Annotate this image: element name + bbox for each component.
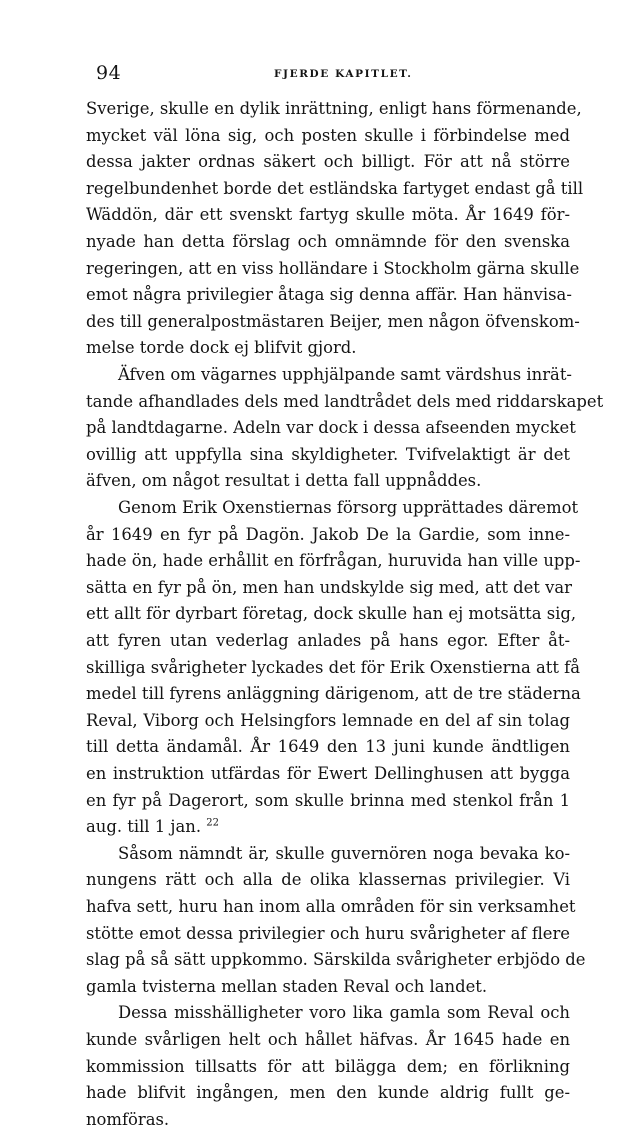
text-line-content: emot några privilegier åtaga sig denna affär. Han hänvisa- xyxy=(86,285,572,305)
text-line-content: på landtdagarne. Adeln var dock i dessa afseenden mycket xyxy=(86,418,576,438)
text-line-content: regeringen, att en viss holländare i Stockholm gärna skulle xyxy=(86,258,580,278)
text-line-content: dessa jakter ordnas säkert och billigt. För att nå större xyxy=(86,152,570,172)
text-line xyxy=(86,947,586,973)
text-line-content: gamla tvisterna mellan staden Reval och landet. xyxy=(86,976,488,996)
text-line-content: hade blifvit ingången, men den kunde aldrig fullt ge- xyxy=(86,1083,570,1103)
text-line xyxy=(86,389,604,415)
text-line xyxy=(86,123,570,149)
text-line xyxy=(86,256,580,282)
text-line-content: hade ön, hade erhållit en förfrågan, huruvida han ville upp- xyxy=(86,551,581,571)
text-line-content: en fyr på Dagerort, som skulle brinna med stenkol från 1 xyxy=(86,790,570,810)
text-line-content: Reval, Viborg och Helsingfors lemnade en del af sin tolag xyxy=(86,710,570,730)
text-line xyxy=(86,309,580,335)
text-line xyxy=(86,335,570,361)
text-line xyxy=(86,708,570,734)
text-line-content: des till generalpostmästaren Beijer, men någon öfvenskom- xyxy=(86,311,580,331)
text-line xyxy=(118,362,570,388)
text-line-content: nyade han detta förslag och omnämnde för den svenska xyxy=(86,232,570,251)
text-line xyxy=(86,761,570,787)
text-line-content: en instruktion utfärdas för Ewert Dellinghusen att bygga xyxy=(86,764,570,783)
text-line xyxy=(86,734,570,760)
text-line-content: ovillig att uppfylla sina skyldigheter. Tvifvelaktigt är det xyxy=(86,444,570,464)
text-line-content: Wäddön, där ett svenskt fartyg skulle möta. År 1649 för- xyxy=(86,205,570,225)
text-line xyxy=(86,814,570,840)
text-line xyxy=(86,522,570,548)
text-line xyxy=(86,867,570,893)
text-line xyxy=(86,415,576,441)
text-line-content: Sverige, skulle en dylik inrättning, enligt hans förmenande, xyxy=(86,99,582,118)
text-line-content: regelbundenhet borde det estländska fartyget endast gå till xyxy=(86,178,584,198)
text-line-content: tande afhandlades dels med landtrådet dels med riddarskapet xyxy=(86,391,604,411)
text-line xyxy=(118,495,579,521)
text-line xyxy=(86,894,576,920)
text-line xyxy=(86,788,570,814)
text-line xyxy=(86,548,581,574)
text-line-content: Såsom nämndt är, skulle guvernören noga bevaka ko- xyxy=(118,843,570,863)
page-number: 94 xyxy=(96,62,122,84)
text-line xyxy=(86,202,570,228)
text-line-content: sätta en fyr på ön, men han undskylde sig med, att det var xyxy=(86,577,572,597)
text-line-content: kunde svårligen helt och hållet häfvas. År 1645 hade en xyxy=(86,1030,570,1049)
text-line-content: år 1649 en fyr på Dagön. Jakob De la Gardie, som inne- xyxy=(86,524,570,544)
text-line-content: Dessa misshälligheter voro lika gamla som Reval och xyxy=(118,1003,570,1023)
text-line xyxy=(86,176,584,202)
text-line xyxy=(86,681,581,707)
text-line xyxy=(86,921,570,947)
text-line xyxy=(86,229,570,255)
footnote-marker: 22 xyxy=(206,817,219,829)
text-line xyxy=(86,1054,570,1080)
text-line-content: Genom Erik Oxenstiernas försorg upprättades däremot xyxy=(118,498,579,517)
text-line xyxy=(86,575,570,601)
chapter-title: FJERDE KAPITLET. xyxy=(274,68,413,80)
text-line xyxy=(86,96,582,122)
text-line-content: kommission tillsatts för att bilägga dem; en förlikning xyxy=(86,1056,570,1076)
text-line xyxy=(86,974,570,1000)
text-line-content: mycket väl löna sig, och posten skulle i förbindelse med xyxy=(86,125,570,145)
text-line-content: ett allt för dyrbart företag, dock skulle han ej motsätta sig, xyxy=(86,604,577,624)
text-line xyxy=(86,1080,570,1106)
text-line-content: melse torde dock ej blifvit gjord. xyxy=(86,338,357,358)
text-line-content: medel till fyrens anläggning därigenom, att de tre städerna xyxy=(86,684,581,704)
text-line-content: hafva sett, huru han inom alla områden för sin verksamhet xyxy=(86,897,576,916)
text-line xyxy=(86,468,570,494)
text-line-content: att fyren utan vederlag anlades på hans egor. Efter åt- xyxy=(86,631,570,650)
text-line xyxy=(86,1027,570,1053)
text-line-content: nungens rätt och alla de olika klassernas privilegier. Vi xyxy=(86,870,570,890)
text-line xyxy=(118,841,570,867)
text-line xyxy=(118,1000,570,1026)
text-line xyxy=(86,149,570,175)
text-line-content: slag på så sätt uppkommo. Särskilda svårigheter erbjödo de xyxy=(86,950,586,970)
text-line-content: skilliga svårigheter lyckades det för Erik Oxenstierna att få xyxy=(86,657,580,677)
text-line-content: till detta ändamål. År 1649 den 13 juni kunde ändtligen xyxy=(86,737,570,757)
text-line xyxy=(86,601,577,627)
text-line xyxy=(86,442,570,468)
text-line-content: aug. till 1 jan. xyxy=(86,817,202,837)
running-head xyxy=(96,62,566,86)
text-line-content: nomföras. xyxy=(86,1109,170,1129)
text-line xyxy=(86,628,570,654)
text-line xyxy=(86,1107,570,1133)
text-line-content: äfven, om något resultat i detta fall uppnåddes. xyxy=(86,471,482,491)
text-line-content: stötte emot dessa privilegier och huru svårigheter af flere xyxy=(86,923,570,943)
text-line-content: Äfven om vägarnes upphjälpande samt värdshus inrät- xyxy=(118,365,572,384)
text-line xyxy=(86,655,580,681)
text-line xyxy=(86,282,570,308)
